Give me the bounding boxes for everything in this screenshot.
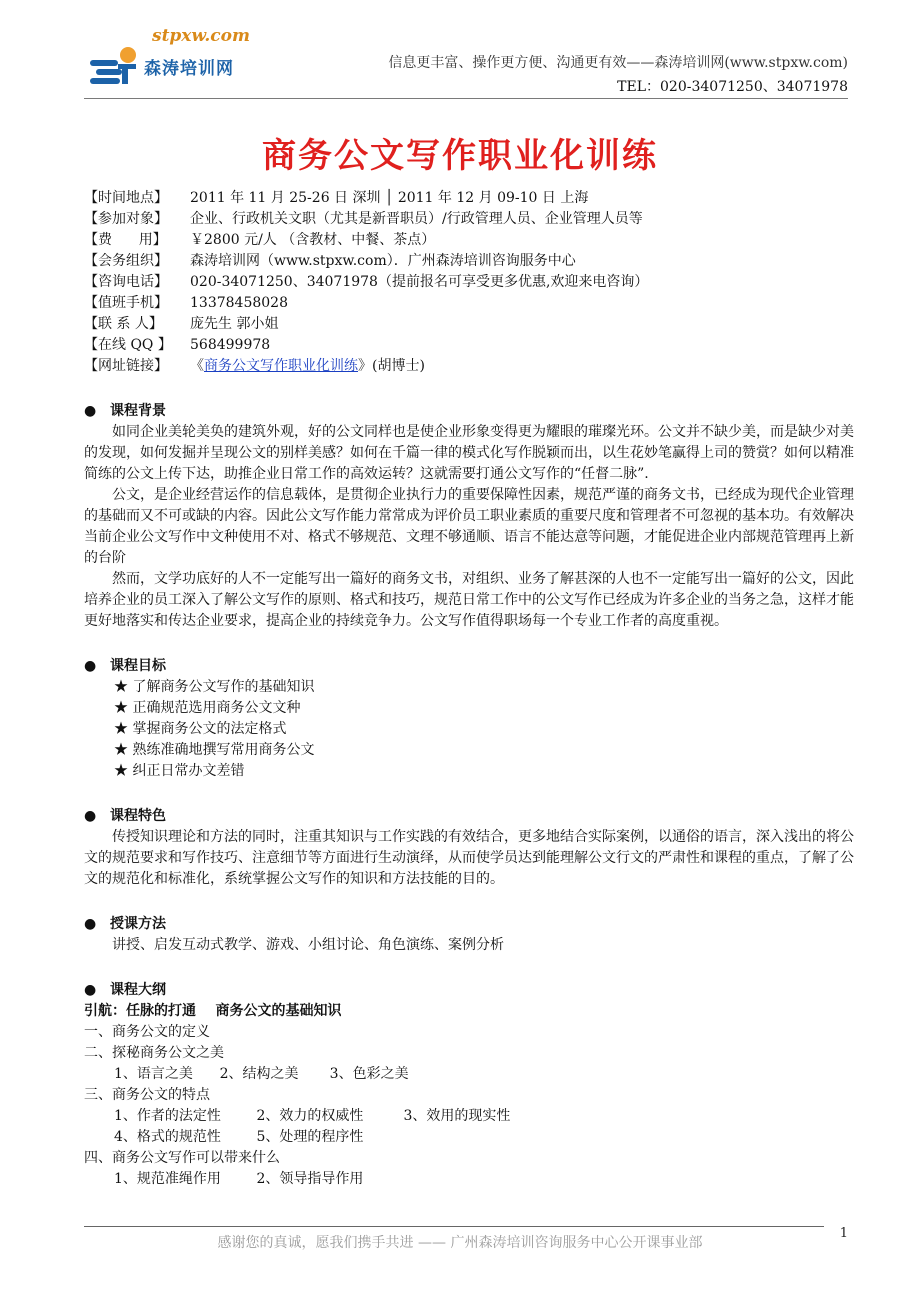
link-close-text: 》(胡博士) xyxy=(358,358,425,374)
goal-item: ★ 了解商务公文写作的基础知识 xyxy=(114,679,315,695)
info-value: 森涛培训网（www.stpxw.com）．广州森涛培训咨询服务中心 xyxy=(190,253,576,269)
info-label: 【咨询电话】 xyxy=(84,274,168,290)
logo-mark-icon xyxy=(88,46,142,86)
header-tel: TEL：020-34071250、34071978 xyxy=(617,79,848,95)
info-row-fee xyxy=(84,230,854,251)
logo xyxy=(84,24,254,86)
info-row-time-place xyxy=(84,188,854,209)
goal-item: ★ 熟练准确地撰写常用商务公文 xyxy=(114,742,315,758)
document-title: 商务公文写作职业化训练 xyxy=(262,136,658,176)
info-value: ￥2800 元/人 （含教材、中餐、茶点） xyxy=(190,232,436,248)
outline-main-item: 三、商务公文的特点 xyxy=(84,1087,210,1103)
info-value: 2011 年 11 月 25-26 日 深圳 │ 2011 年 12 月 09-10 日 上海 xyxy=(190,190,589,206)
info-row-contact xyxy=(84,314,854,335)
section-heading-goals: ● 课程目标 xyxy=(84,656,854,677)
section-heading-features: ● 课程特色 xyxy=(84,806,854,827)
logo-name: 森涛培训网 xyxy=(144,59,234,79)
footer-text: 感谢您的真诚，愿我们携手共进 —— 广州森涛培训咨询服务中心公开课事业部 xyxy=(217,1235,703,1251)
header-divider xyxy=(84,98,848,99)
goal-item: ★ 掌握商务公文的法定格式 xyxy=(114,721,287,737)
outline-sub-item: 1、规范准绳作用 2、领导指导作用 xyxy=(114,1171,364,1187)
course-link[interactable]: 商务公文写作职业化训练 xyxy=(204,358,358,374)
info-row-qq xyxy=(84,335,854,356)
info-value: 庞先生 郭小姐 xyxy=(190,316,279,332)
info-value: 企业、行政机关文职（尤其是新晋职员）/行政管理人员、企业管理人员等 xyxy=(190,211,643,227)
methods-text: 讲授、启发互动式教学、游戏、小组讨论、角色演练、案例分析 xyxy=(112,937,504,953)
header-slogan: 信息更丰富、操作更方便、沟通更有效——森涛培训网(www.stpxw.com) xyxy=(388,55,848,71)
bullet-icon: ● xyxy=(84,658,97,674)
bullet-icon: ● xyxy=(84,982,97,998)
section-heading-methods: ● 授课方法 xyxy=(84,914,854,935)
info-label: 【时间地点】 xyxy=(84,190,168,206)
info-block xyxy=(84,188,854,377)
document-body xyxy=(84,188,854,1190)
section-heading-outline: ● 课程大纲 xyxy=(84,980,854,1001)
outline-sub-item: 1、作者的法定性 2、效力的权威性 3、效用的现实性 xyxy=(114,1108,511,1124)
bullet-icon: ● xyxy=(84,808,97,824)
info-value: 020-34071250、34071978（提前报名可享受更多优惠,欢迎来电咨询） xyxy=(190,274,649,290)
outline-main-item: 二、探秘商务公文之美 xyxy=(84,1045,224,1061)
bullet-icon: ● xyxy=(84,403,97,419)
goal-item: ★ 正确规范选用商务公文文种 xyxy=(114,700,301,716)
info-row-phone xyxy=(84,272,854,293)
goal-item: ★ 纠正日常办文差错 xyxy=(114,763,245,779)
info-label: 【参加对象】 xyxy=(84,211,168,227)
outline-main-item: 四、商务公文写作可以带来什么 xyxy=(84,1150,280,1166)
footer-divider xyxy=(84,1226,824,1227)
outline-sub-item: 4、格式的规范性 5、处理的程序性 xyxy=(114,1129,364,1145)
info-label: 【网址链接】 xyxy=(84,358,168,374)
info-label: 【值班手机】 xyxy=(84,295,168,311)
info-row-organizer xyxy=(84,251,854,272)
section-heading-background: ● 课程背景 xyxy=(84,401,854,422)
info-value xyxy=(190,356,425,377)
info-label: 【在线 QQ 】 xyxy=(84,337,172,353)
background-paragraph: 公文，是企业经营运作的信息载体，是贯彻企业执行力的重要保障性因素，规范严谨的商务文书，已经成为现代企业管理的基础而又不可或缺的内容。因此公文写作能力常常成为评价员工职业素质的重要尺度和管理者不可忽视的基本功。有效解决当前企业公文写作中文种使用不对、格式不够规范、文理不够通顺、语言不能达意等问题，才能促进企业内部规范管理再上新的台阶 xyxy=(84,487,854,566)
background-paragraph: 然而，文学功底好的人不一定能写出一篇好的商务文书，对组织、业务了解甚深的人也不一定能写出一篇好的公文，因此培养企业的员工深入了解公文写作的原则、格式和技巧，规范日常工作中的公文写作已经成为许多企业的当务之急，这样才能更好地落实和传达企业要求，提高企业的持续竞争力。公文写作值得职场每一个专业工作者的高度重视。 xyxy=(84,571,854,629)
link-open-bracket: 《 xyxy=(190,358,204,374)
bullet-icon: ● xyxy=(84,916,97,932)
logo-url: stpxw.com xyxy=(152,26,250,46)
outline-intro: 引航：任脉的打通 商务公文的基础知识 xyxy=(84,1003,342,1019)
info-label: 【联 系 人】 xyxy=(84,316,163,332)
info-label: 【会务组织】 xyxy=(84,253,168,269)
outline-sub-item: 1、语言之美 2、结构之美 3、色彩之美 xyxy=(114,1066,409,1082)
features-paragraph: 传授知识理论和方法的同时，注重其知识与工作实践的有效结合，更多地结合实际案例，以通俗的语言，深入浅出的将公文的规范要求和写作技巧、注意细节等方面进行生动演绎，从而使学员达到能理解公文行文的严肃性和课程的重点，了解了公文的规范化和标准化，系统掌握公文写作的知识和方法技能的目的。 xyxy=(84,829,854,887)
info-row-mobile xyxy=(84,293,854,314)
outline-main-item: 一、商务公文的定义 xyxy=(84,1024,210,1040)
info-row-link xyxy=(84,356,854,377)
info-value: 568499978 xyxy=(190,337,271,353)
page-number: 1 xyxy=(839,1226,848,1241)
background-paragraph: 如同企业美轮美奂的建筑外观，好的公文同样也是使企业形象变得更为耀眼的璀璨光环。公文并不缺少美，而是缺少对美的发现，如何发掘并呈现公文的别样美感？如何在千篇一律的模式化写作脱颖而出，以生花妙笔赢得上司的赞赏？如何以精准简练的公文上传下达，助推企业日常工作的高效运转？这就需要打通公文写作的“任督二脉”. xyxy=(84,424,854,482)
info-row-audience xyxy=(84,209,854,230)
info-value: 13378458028 xyxy=(190,295,288,311)
info-label: 【费 用】 xyxy=(84,232,167,248)
